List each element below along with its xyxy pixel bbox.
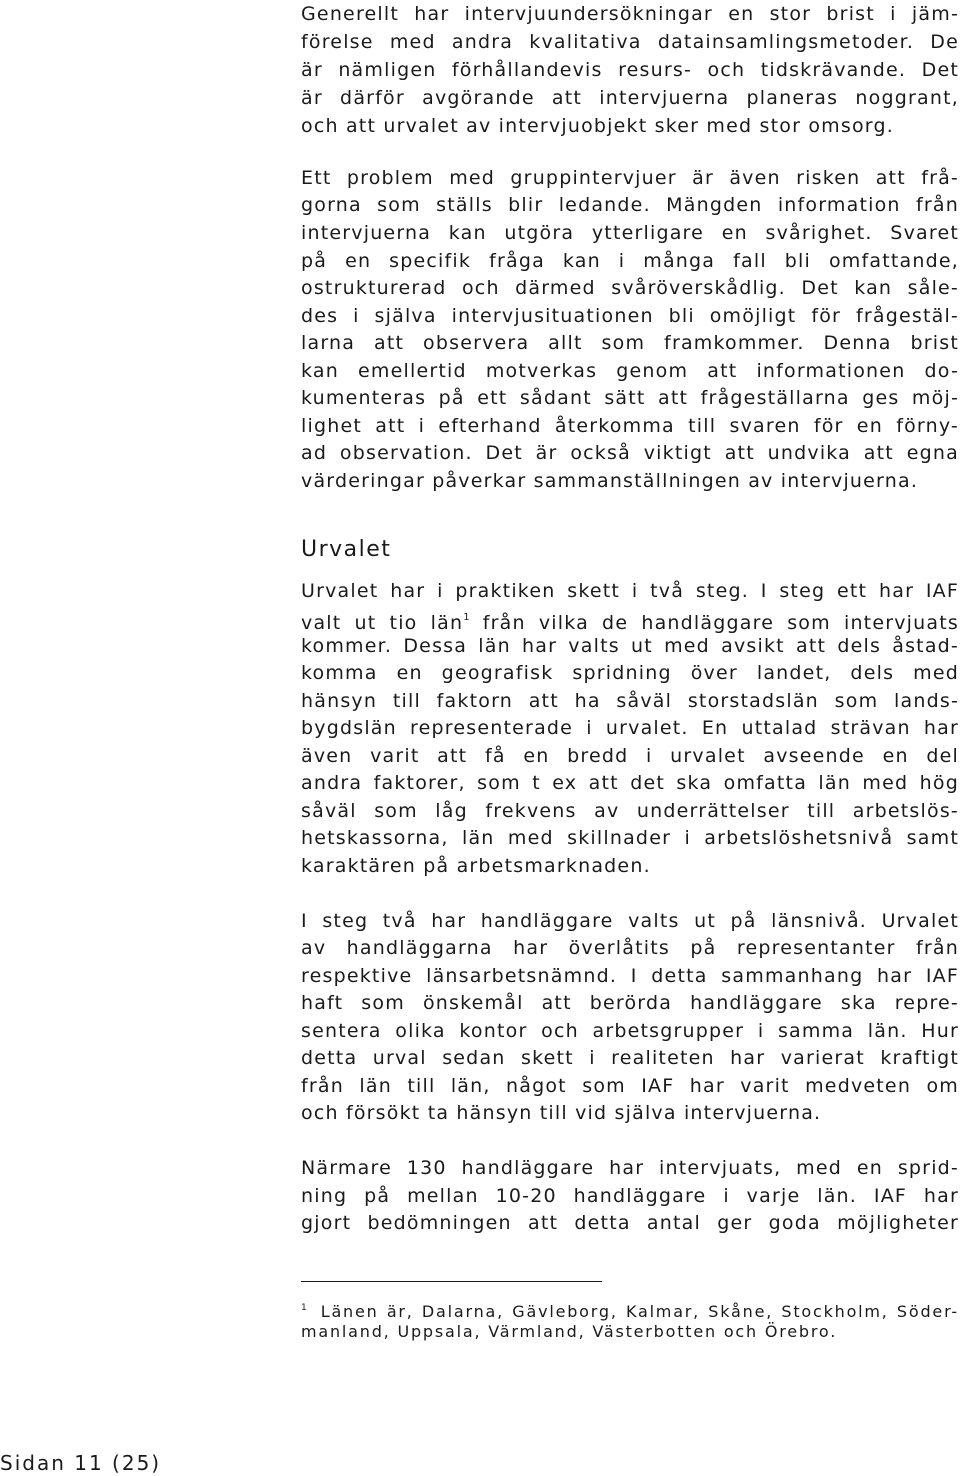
text-line: karaktären på arbetsmarknaden.	[301, 855, 651, 877]
text-line: på en specifik fråga kan i många fall bli omfattande,	[301, 250, 959, 272]
text-line: kumenteras på ett sådant sätt att frågeställarna ges möj-	[301, 387, 959, 409]
text-line: hetskassorna, län med skillnader i arbetslöshetsnivå samt	[301, 827, 959, 849]
text-line: av handläggarna har överlåtits på representanter från	[301, 937, 959, 959]
text-line: ad observation. Det är också viktigt att undvika att egna	[301, 442, 959, 464]
text-line: Ett problem med gruppintervjuer är även risken att frå-	[301, 167, 959, 189]
text-line: hänsyn till faktorn att ha såväl storstadslän som lands-	[301, 690, 959, 712]
text-line: ostrukturerad och därmed svåröverskådlig. Det kan såle-	[301, 277, 959, 299]
text-line: gjort bedömningen att detta antal ger goda möjligheter	[301, 1212, 959, 1234]
text-line: Urvalet har i praktiken skett i två steg. I steg ett har IAF	[301, 580, 959, 602]
text-line: Närmare 130 handläggare har intervjuats, med en sprid-	[301, 1157, 959, 1179]
text-line: lighet att i efterhand återkomma till svaren för en förny-	[301, 415, 959, 437]
text-line: Generellt har intervjuundersökningar en stor brist i jäm-	[301, 3, 959, 25]
footnote-text: Länen är, Dalarna, Gävleborg, Kalmar, Skåne, Stockholm, Söder-	[320, 1302, 959, 1321]
text-line: och försökt ta hänsyn till vid själva intervjuerna.	[301, 1102, 822, 1124]
text-line: des i själva intervjusituationen bli omöjligt för frågestäl-	[301, 305, 959, 327]
text-line: komma en geografisk spridning över landet, dels med	[301, 662, 959, 684]
text-line: respektive länsarbetsnämnd. I detta sammanhang har IAF	[301, 965, 959, 987]
text-line: ning på mellan 10-20 handläggare i varje län. IAF har	[301, 1185, 959, 1207]
text-line: bygdslän representerade i urvalet. En uttalad strävan har	[301, 717, 959, 739]
text-line: gorna som ställs blir ledande. Mängden information från	[301, 194, 959, 216]
text-line: är nämligen förhållandevis resurs- och tidskrävande. Det	[301, 59, 959, 81]
text-line: sentera olika kontor och arbetsgrupper i samma län. Hur	[301, 1020, 959, 1042]
text-line: haft som önskemål att berörda handläggare ska repre-	[301, 992, 959, 1014]
footnote-line	[301, 1298, 959, 1322]
footnote-reference[interactable]: 1	[463, 612, 470, 623]
text-line: I steg två har handläggare valts ut på länsnivå. Urvalet	[301, 910, 959, 932]
text-line: detta urval sedan skett i realiteten har varierat kraftigt	[301, 1047, 959, 1069]
text-line: andra faktorer, som t ex att det ska omfatta län med hög	[301, 772, 959, 794]
text-line-with-footnote	[301, 606, 959, 635]
footnote-marker: 1	[301, 1303, 307, 1313]
text-line: såväl som låg frekvens av underrättelser till arbetslös-	[301, 800, 959, 822]
footnote-divider	[301, 1281, 602, 1282]
text-line: kommer. Dessa län har valts ut med avsikt att dels åstad-	[301, 635, 959, 657]
text-line: förelse med andra kvalitativa datainsamlingsmetoder. De	[301, 31, 959, 53]
footnote-line: manland, Uppsala, Värmland, Västerbotten och Örebro.	[301, 1322, 838, 1341]
text-segment: valt ut tio län	[301, 612, 464, 634]
text-line: värderingar påverkar sammanställningen av intervjuerna.	[301, 470, 919, 492]
text-line: kan emellertid motverkas genom att informationen do-	[301, 360, 959, 382]
text-segment: från vilka de handläggare som intervjuats	[469, 612, 959, 634]
page-number: Sidan 11 (25)	[0, 1451, 162, 1475]
text-line: larna att observera allt som framkommer. Denna brist	[301, 332, 959, 354]
text-line: från län till län, något som IAF har varit medveten om	[301, 1075, 959, 1097]
text-line: intervjuerna kan utgöra ytterligare en svårighet. Svaret	[301, 222, 959, 244]
text-line: är därför avgörande att intervjuerna planeras noggrant,	[301, 87, 959, 109]
section-heading: Urvalet	[301, 537, 392, 562]
text-line: även varit att få en bredd i urvalet avseende en del	[301, 745, 959, 767]
text-line: och att urvalet av intervjuobjekt sker med stor omsorg.	[301, 115, 894, 137]
